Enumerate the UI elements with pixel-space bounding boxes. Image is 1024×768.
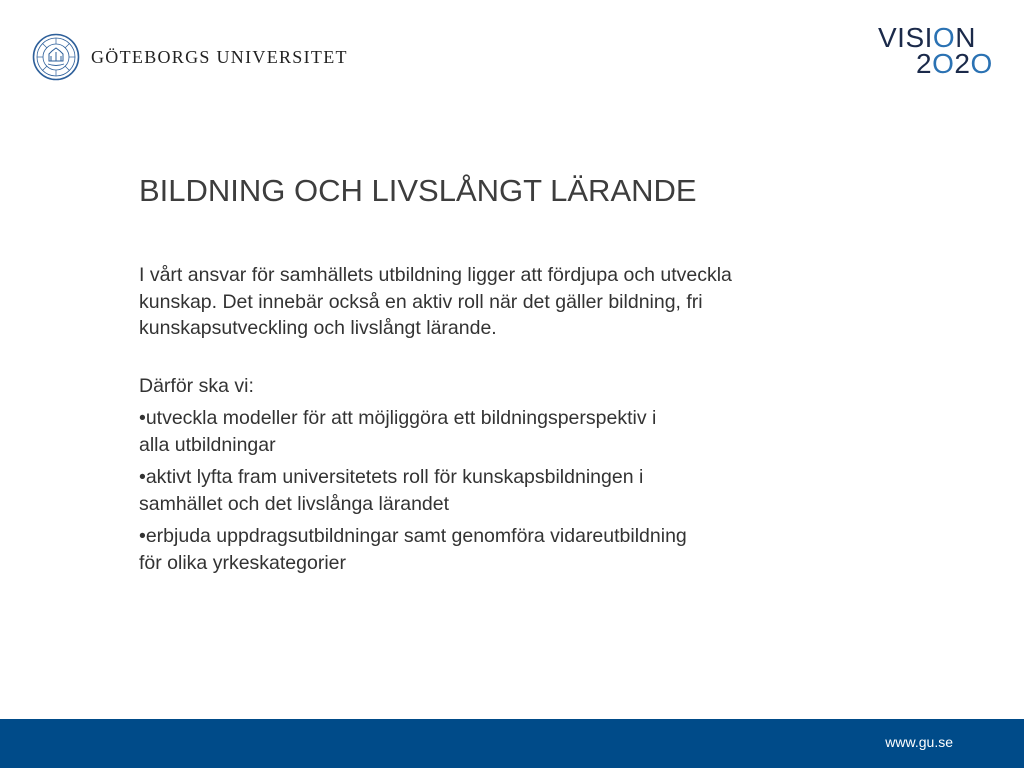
footer-bar bbox=[0, 719, 1024, 768]
university-logo bbox=[32, 33, 348, 81]
vision-logo-text: 2 bbox=[954, 48, 971, 79]
vision-logo-line2 bbox=[916, 50, 993, 78]
university-name: GÖTEBORGS UNIVERSITET bbox=[91, 46, 348, 67]
vision-logo-accent: O bbox=[970, 48, 993, 79]
vision-logo-accent: O bbox=[932, 48, 955, 79]
intro-paragraph: I vårt ansvar för samhällets utbildning ligger att fördjupa och utveckla kunskap. Det innebär också en aktiv roll när det gäller bildning, fri kunskapsutveckling och livslångt lärande. bbox=[139, 264, 732, 339]
bullet-item: •aktivt lyfta fram universitetets roll för kunskapsbildningen i samhället och det livslånga lärandet bbox=[139, 466, 644, 515]
university-seal-icon bbox=[32, 33, 80, 81]
footer-website-link[interactable]: www.gu.se bbox=[885, 734, 953, 750]
vision-logo-text: 2 bbox=[916, 48, 933, 79]
vision-2020-logo bbox=[878, 24, 1002, 80]
vision-logo-accent: O bbox=[932, 22, 956, 53]
slide-body bbox=[139, 262, 859, 582]
vision-logo-text: N bbox=[955, 22, 976, 53]
bullet-item: •utveckla modeller för att möjliggöra ett bildningsperspektiv i alla utbildningar bbox=[139, 407, 657, 456]
slide-title: BILDNING OCH LIVSLÅNGT LÄRANDE bbox=[139, 173, 697, 208]
list-intro: Därför ska vi: bbox=[139, 374, 254, 397]
bullet-item: •erbjuda uppdragsutbildningar samt genomföra vidareutbildning för olika yrkeskategorier bbox=[139, 525, 687, 574]
vision-logo-text: VISI bbox=[878, 22, 933, 53]
